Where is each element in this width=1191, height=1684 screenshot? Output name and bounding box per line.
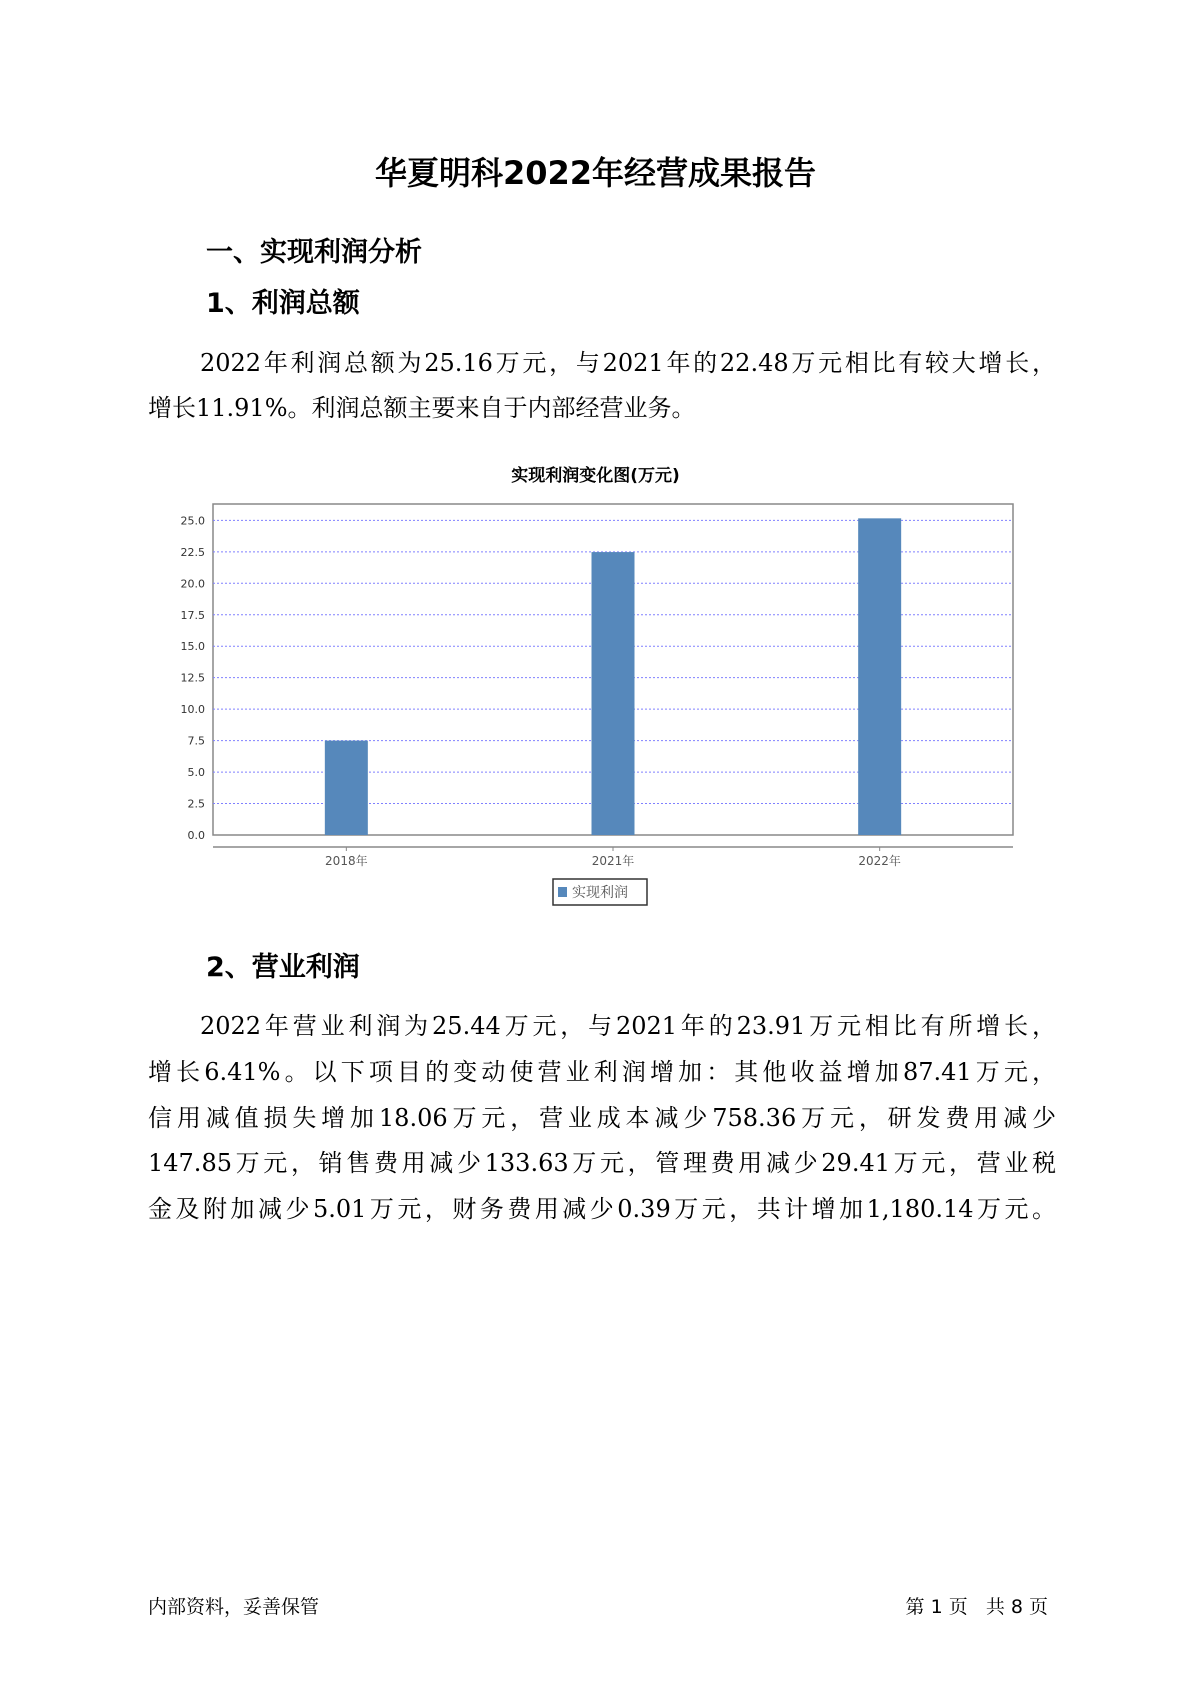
paragraph-line: 金及附加减少5.01万元，财务费用减少0.39万元，共计增加1,180.14万元。 <box>148 1195 1056 1223</box>
bar <box>592 552 635 835</box>
y-tick-label: 15.0 <box>180 640 205 654</box>
legend-label: 实现利润 <box>572 885 628 901</box>
y-tick-label: 5.0 <box>187 766 205 780</box>
page-title: 华夏明科2022年经营成果报告 <box>374 154 817 192</box>
section-heading: 一、实现利润分析 <box>206 237 422 268</box>
y-tick-label: 0.0 <box>187 829 205 842</box>
subsection-heading-operating-profit: 2、营业利润 <box>206 952 360 983</box>
bar <box>325 741 368 835</box>
footer-page-number: 第 1 页 共 8 页 <box>905 1596 1048 1618</box>
chart-title: 实现利润变化图(万元) <box>511 466 680 486</box>
footer-confidential: 内部资料，妥善保管 <box>148 1596 320 1618</box>
paragraph-line: 2022年利润总额为25.16万元，与2021年的22.48万元相比有较大增长， <box>200 349 1056 377</box>
y-tick-label: 10.0 <box>180 703 205 717</box>
paragraph-line: 增长11.91%。利润总额主要来自于内部经营业务。 <box>148 394 696 422</box>
paragraph-line: 信用减值损失增加18.06万元，营业成本减少758.36万元，研发费用减少 <box>148 1104 1056 1132</box>
x-tick-label: 2021年 <box>591 854 635 868</box>
legend-swatch <box>558 887 567 897</box>
x-tick-label: 2018年 <box>325 854 368 868</box>
y-tick-label: 7.5 <box>187 734 205 748</box>
y-tick-label: 17.5 <box>180 608 205 622</box>
paragraph-line: 147.85万元，销售费用减少133.63万元，管理费用减少29.41万元，营业税 <box>148 1149 1056 1177</box>
subsection-heading-profit-total: 1、利润总额 <box>206 288 360 319</box>
bar <box>858 518 901 835</box>
y-tick-label: 25.0 <box>180 514 205 528</box>
y-tick-label: 2.5 <box>187 797 205 811</box>
paragraph-line: 2022年营业利润为25.44万元，与2021年的23.91万元相比有所增长， <box>200 1012 1056 1040</box>
x-tick-label: 2022年 <box>858 854 901 868</box>
paragraph-line: 增长6.41%。以下项目的变动使营业利润增加：其他收益增加87.41万元， <box>148 1058 1056 1086</box>
y-tick-label: 12.5 <box>180 671 205 685</box>
y-tick-label: 20.0 <box>180 577 205 591</box>
y-tick-label: 22.5 <box>180 545 205 559</box>
